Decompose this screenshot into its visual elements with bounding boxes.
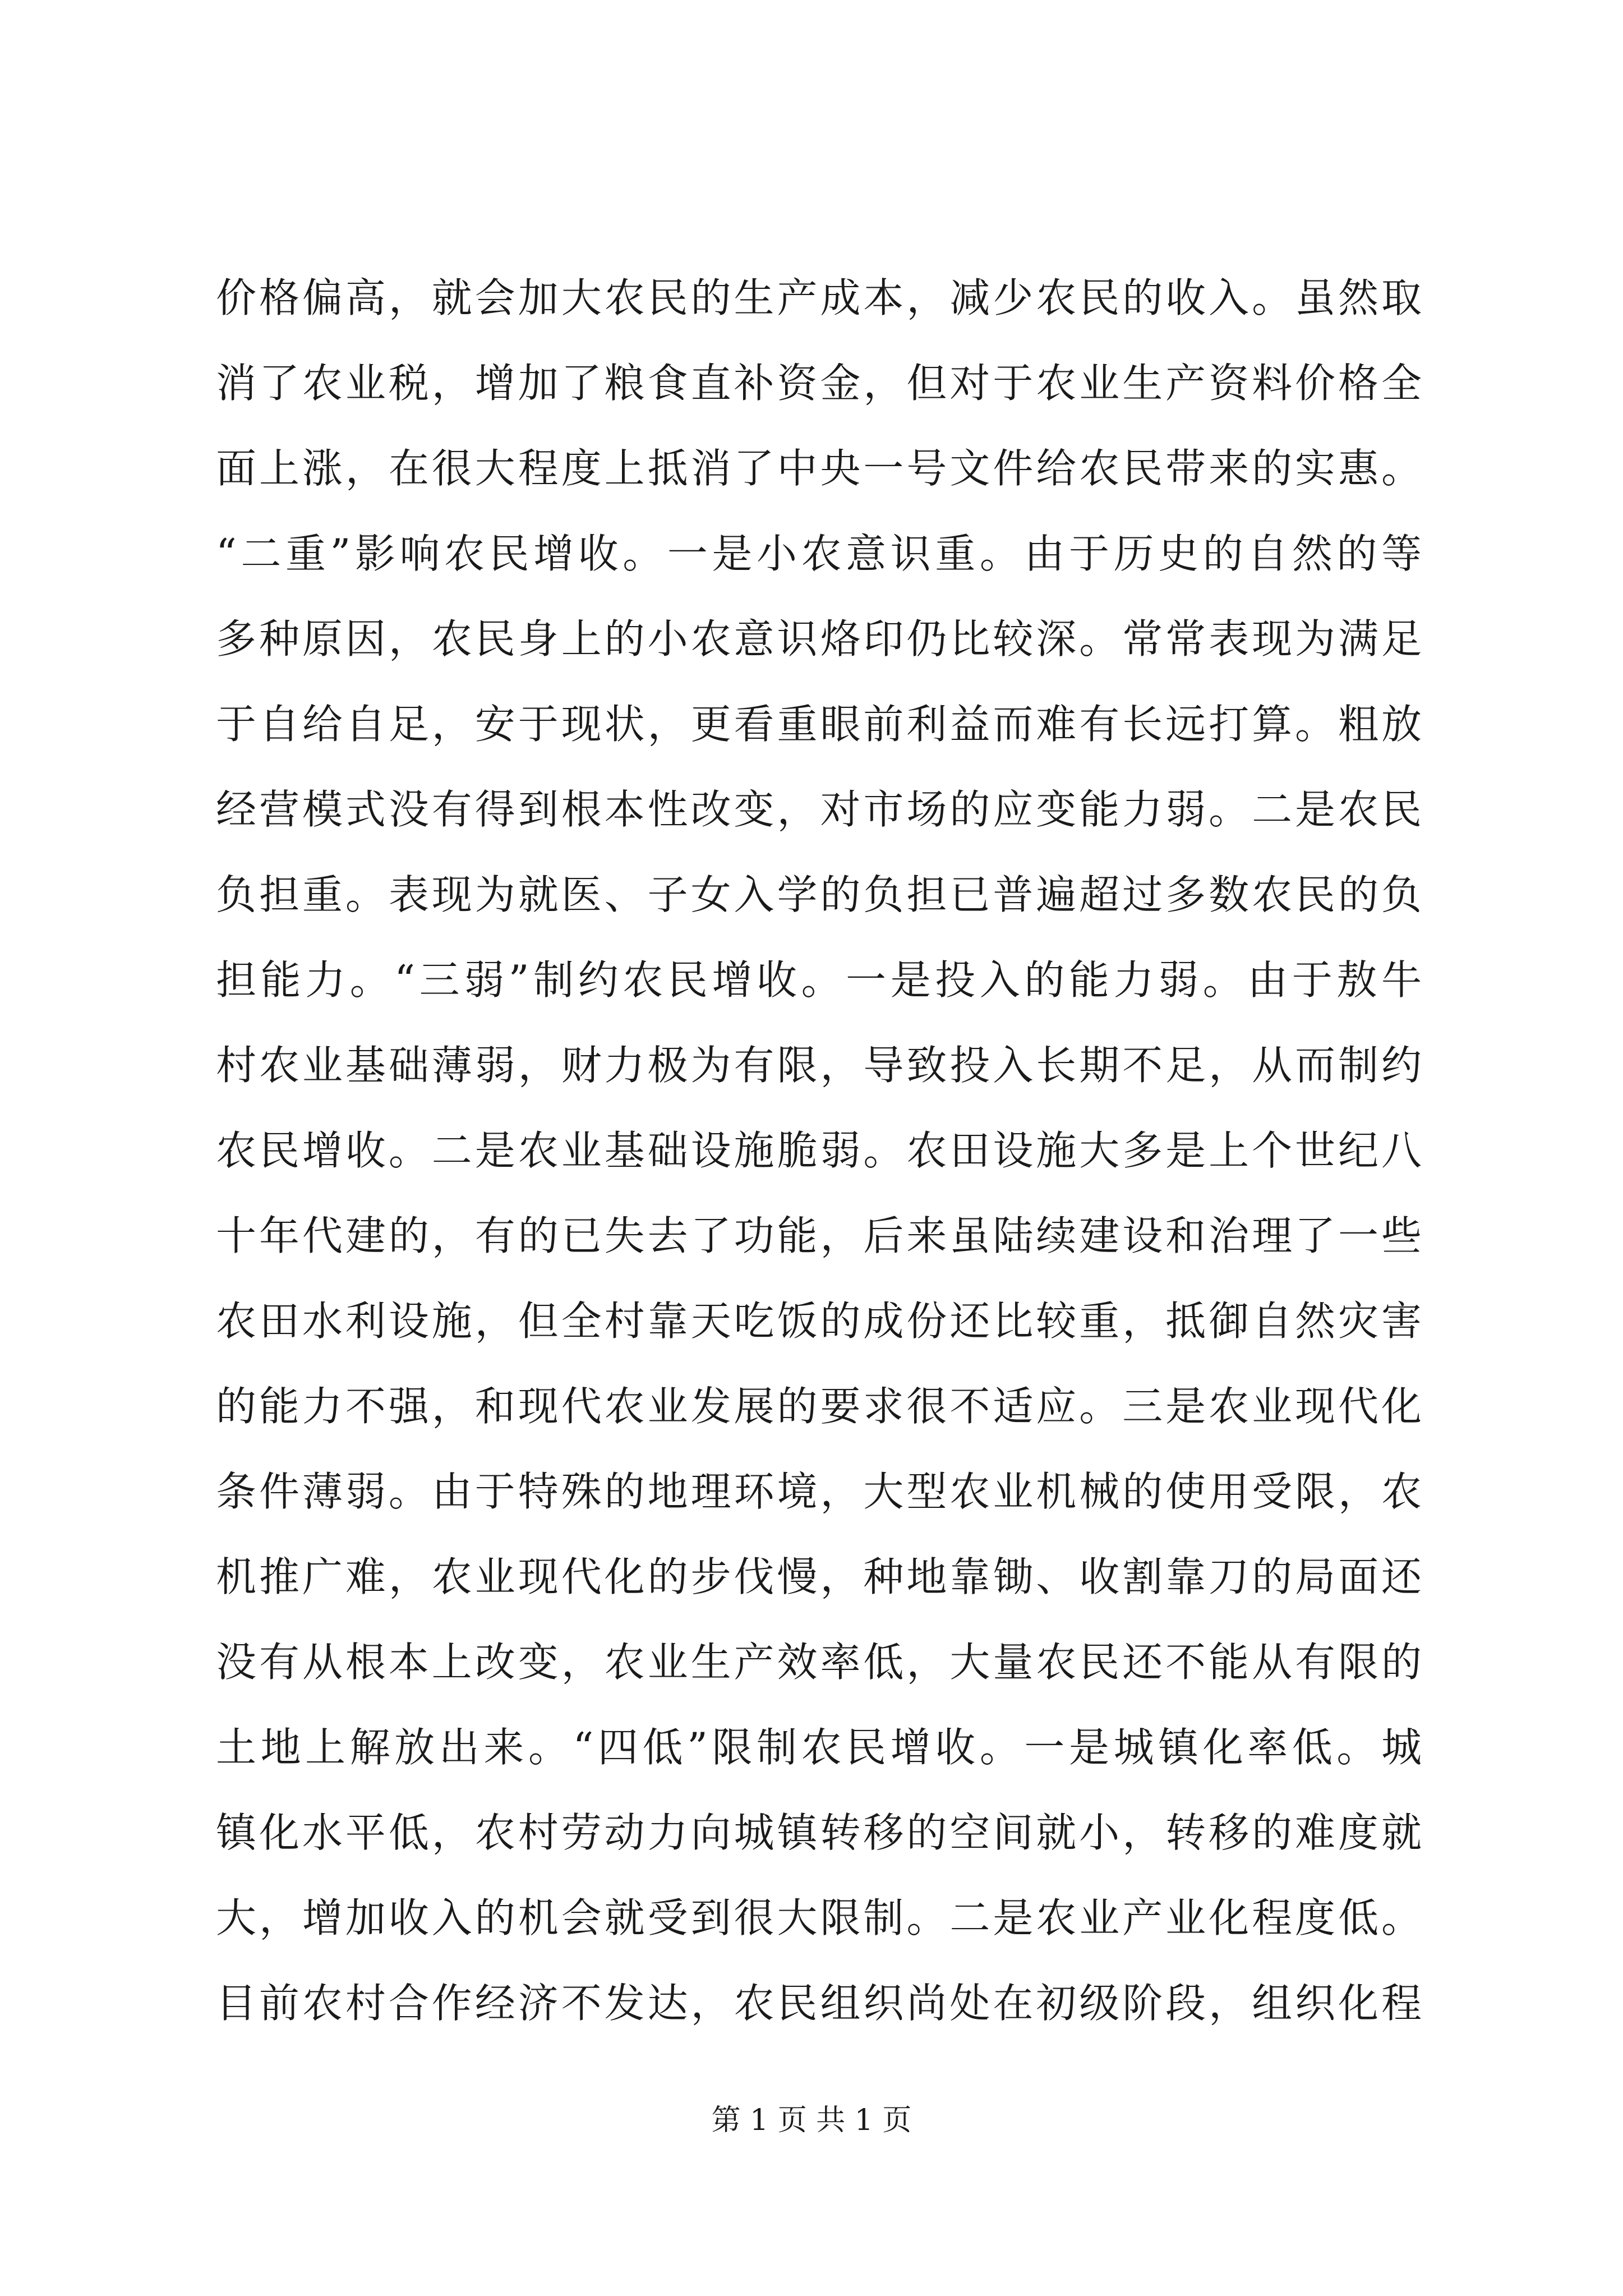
text-line: 农田水利设施，但全村靠天吃饭的成份还比较重，抵御自然灾害 — [216, 1297, 1422, 1345]
text-line: 农民增收。二是农业基础设施脆弱。农田设施大多是上个世纪八 — [216, 1127, 1422, 1174]
text-line: 机推广难，农业现代化的步伐慢，种地靠锄、收割靠刀的局面还 — [216, 1553, 1422, 1600]
text-line: 的能力不强，和现代农业发展的要求很不适应。三是农业现代化 — [216, 1383, 1422, 1430]
text-line: 担能力。“三弱”制约农民增收。一是投入的能力弱。由于敖牛 — [216, 956, 1422, 1004]
text-line: 于自给自足，安于现状，更看重眼前利益而难有长远打算。粗放 — [216, 701, 1422, 748]
text-line: 没有从根本上改变，农业生产效率低，大量农民还不能从有限的 — [216, 1639, 1422, 1686]
text-line: 多种原因，农民身上的小农意识烙印仍比较深。常常表现为满足 — [216, 615, 1422, 662]
body-text — [216, 255, 1422, 2046]
text-line: 价格偏高，就会加大农民的生产成本，减少农民的收入。虽然取 — [216, 274, 1422, 321]
text-line: 村农业基础薄弱，财力极为有限，导致投入长期不足，从而制约 — [216, 1042, 1422, 1089]
text-line: 十年代建的，有的已失去了功能，后来虽陆续建设和治理了一些 — [216, 1212, 1422, 1259]
text-line: 面上涨，在很大程度上抵消了中央一号文件给农民带来的实惠。 — [216, 445, 1422, 492]
text-line: 土地上解放出来。“四低”限制农民增收。一是城镇化率低。城 — [216, 1724, 1422, 1771]
text-line: “二重”影响农民增收。一是小农意识重。由于历史的自然的等 — [216, 530, 1422, 577]
text-line: 负担重。表现为就医、子女入学的负担已普遍超过多数农民的负 — [216, 871, 1422, 918]
text-line: 消了农业税，增加了粮食直补资金，但对于农业生产资料价格全 — [216, 360, 1422, 407]
text-line: 条件薄弱。由于特殊的地理环境，大型农业机械的使用受限，农 — [216, 1468, 1422, 1515]
text-line: 大，增加收入的机会就受到很大限制。二是农业产业化程度低。 — [216, 1894, 1422, 1941]
text-line: 经营模式没有得到根本性改变，对市场的应变能力弱。二是农民 — [216, 786, 1422, 833]
page-footer: 第 1 页 共 1 页 — [711, 2104, 912, 2137]
text-line: 镇化水平低，农村劳动力向城镇转移的空间就小，转移的难度就 — [216, 1809, 1422, 1856]
text-line: 目前农村合作经济不发达，农民组织尚处在初级阶段，组织化程 — [216, 1980, 1422, 2027]
